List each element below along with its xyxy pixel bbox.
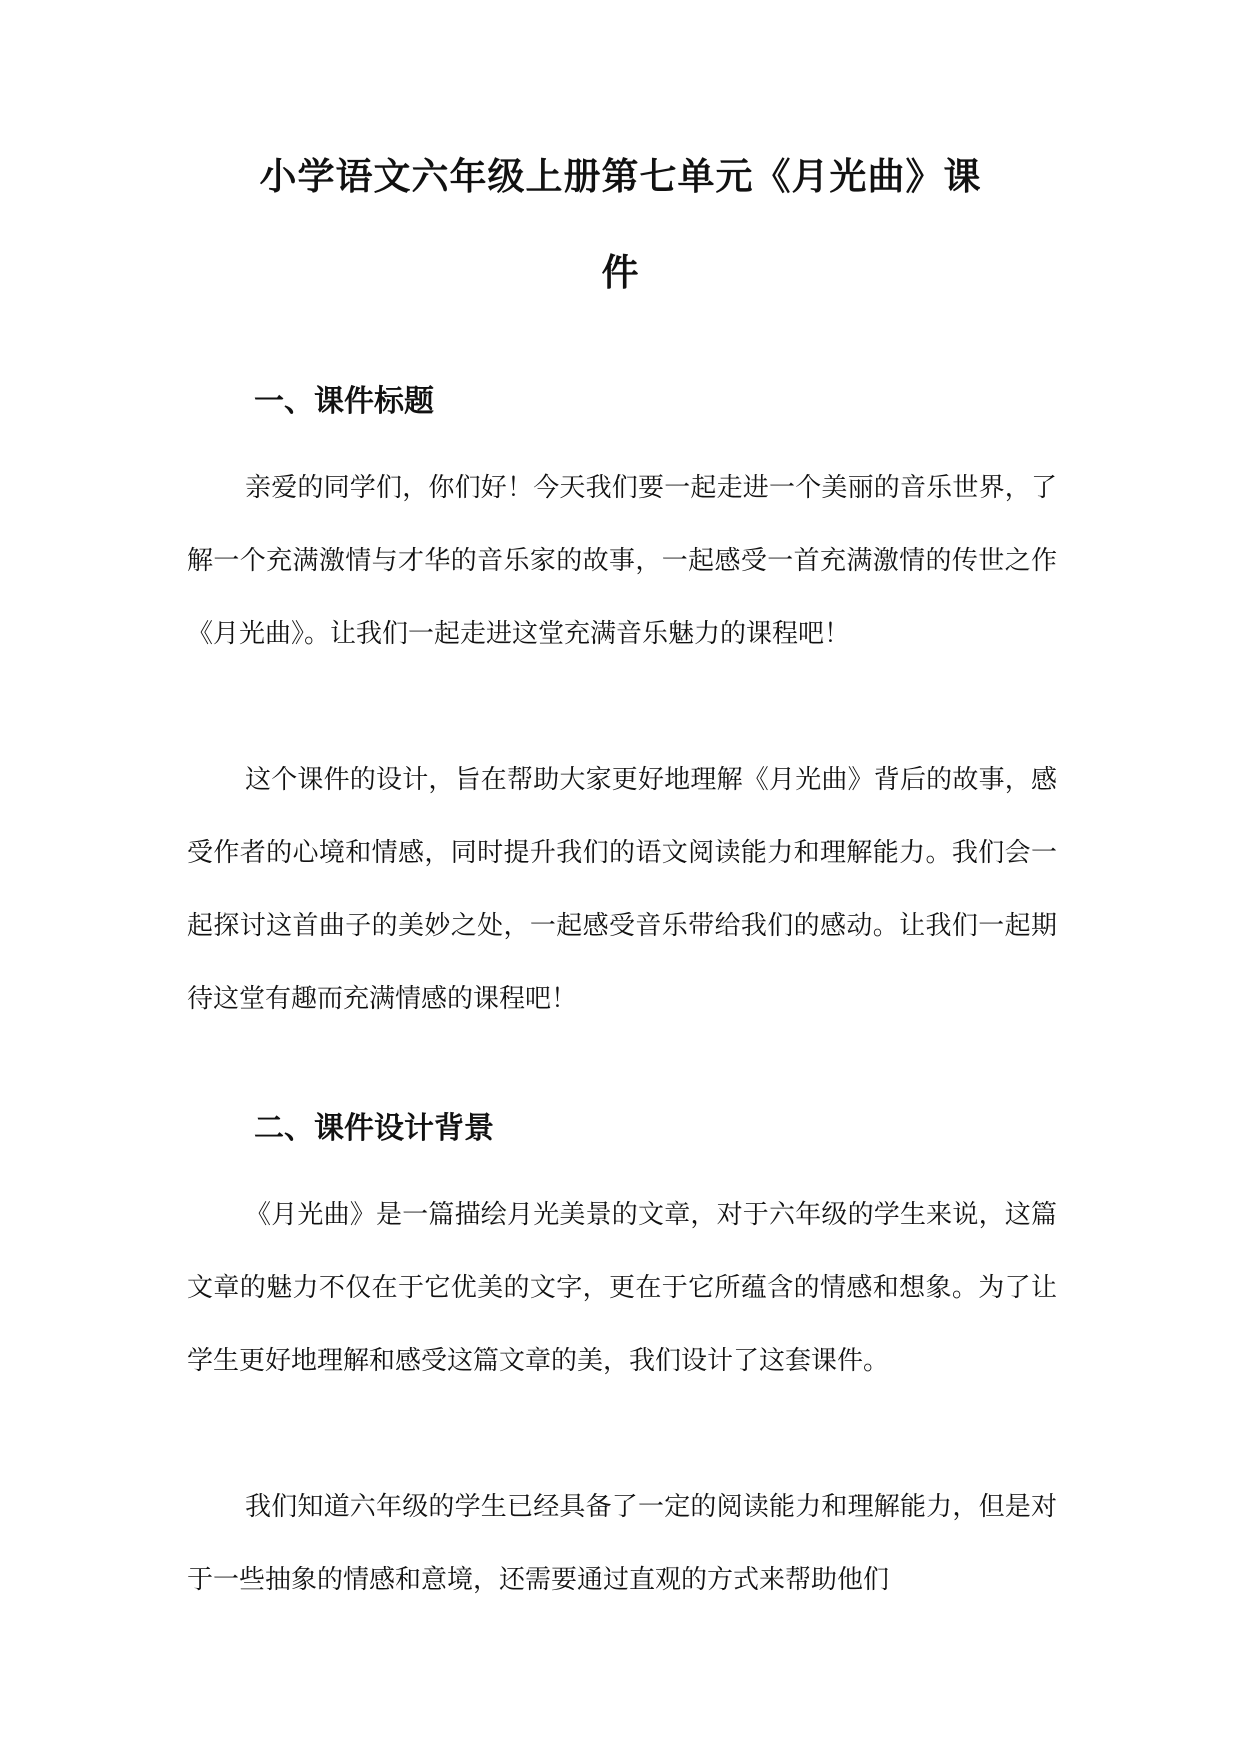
- section-1-paragraph-1: 亲爱的同学们，你们好！今天我们要一起走进一个美丽的音乐世界，了解一个充满激情与才华的音乐家的故事，一起感受一首充满激情的传世之作《月光曲》。让我们一起走进这堂充满音乐魅力的课程吧！: [187, 473, 1057, 649]
- section-heading-design-background: 二、课件设计背景: [254, 1111, 494, 1146]
- section-2-paragraph-1: 《月光曲》是一篇描绘月光美景的文章，对于六年级的学生来说，这篇文章的魅力不仅在于它优美的文字，更在于它所蕴含的情感和想象。为了让学生更好地理解和感受这篇文章的美，我们设计了这套课件。: [187, 1200, 1057, 1376]
- section-1-paragraph-2: 这个课件的设计，旨在帮助大家更好地理解《月光曲》背后的故事，感受作者的心境和情感，同时提升我们的语文阅读能力和理解能力。我们会一起探讨这首曲子的美妙之处，一起感受音乐带给我们的感动。让我们一起期待这堂有趣而充满情感的课程吧！: [187, 765, 1057, 1014]
- document-title-continued: 件: [601, 251, 640, 294]
- document-title: 小学语文六年级上册第七单元《月光曲》课: [259, 155, 982, 198]
- section-heading-courseware-title: 一、课件标题: [254, 384, 434, 419]
- section-2-paragraph-2: 我们知道六年级的学生已经具备了一定的阅读能力和理解能力，但是对于一些抽象的情感和意境，还需要通过直观的方式来帮助他们: [187, 1492, 1057, 1595]
